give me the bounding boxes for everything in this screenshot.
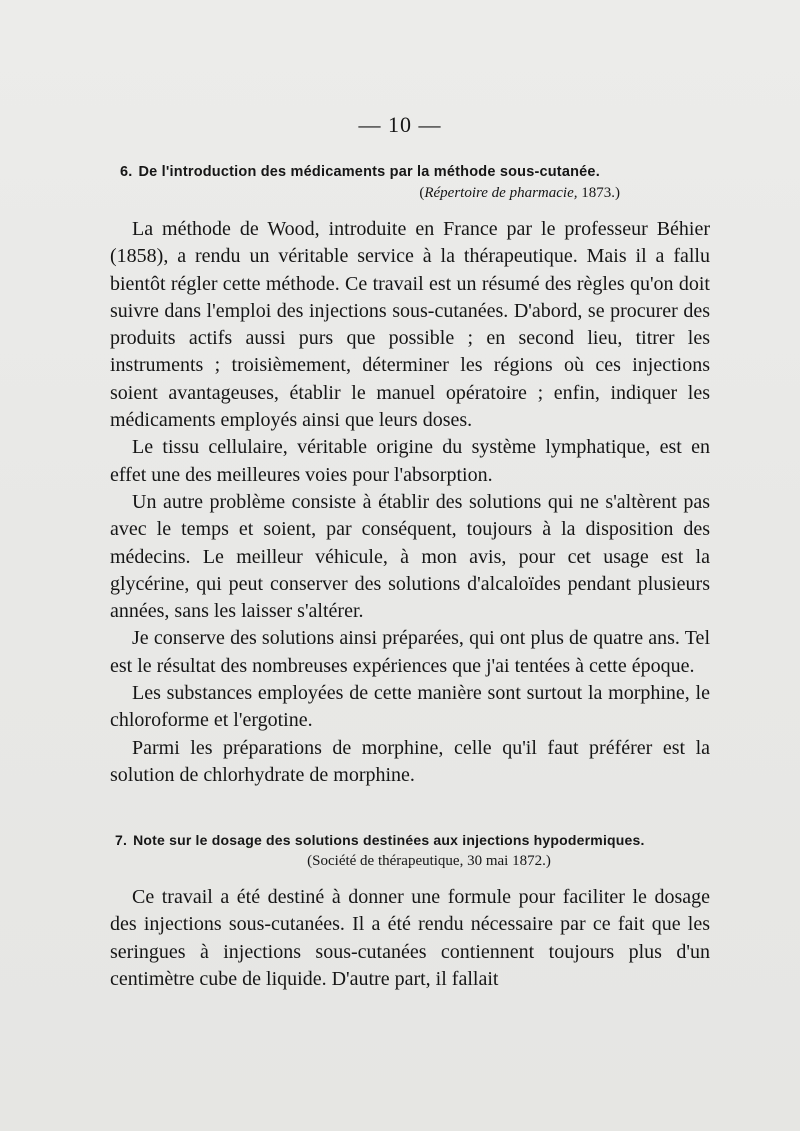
section-6-source: (Répertoire de pharmacie, 1873.) bbox=[419, 185, 620, 201]
paragraph: Un autre problème consiste à établir des solutions qui ne s'altèrent pas avec le temps et soient, par conséquent, toujours à la disposition des médecins. Le meilleur véhicule, à mon avis, pour cet usage est la glycérine, qui peut conserver des solutions d'alcaloïdes pendant plusieurs années, sans les laisser s'altérer. bbox=[110, 490, 710, 623]
section-7-title: Note sur le dosage des solutions destinées aux injections hypodermiques. bbox=[133, 832, 645, 848]
section-6-source-year: 1873. bbox=[581, 185, 615, 201]
paragraph: La méthode de Wood, introduite en France par le professeur Béhier (1858), a rendu un véritable service à la thérapeutique. Mais il a fallu bientôt régler cette méthode. Ce travail est un résumé des règles qu'on doit suivre dans l'emploi des injections sous-cutanées. D'abord, se procurer des produits actifs aussi purs que possible ; en second lieu, titrer les instruments ; troisièmement, déterminer les régions où ces injections soient avantageuses, établir le manuel opératoire ; enfin, indiquer les médicaments employés ainsi que leurs doses. bbox=[110, 218, 710, 432]
section-6-source-journal: Répertoire de pharmacie, bbox=[424, 185, 578, 201]
section-6-title-line bbox=[120, 163, 690, 181]
section-7-source-text: Société de thérapeutique, 30 mai 1872. bbox=[312, 853, 546, 869]
paragraph: Le tissu cellulaire, véritable origine du système lymphatique, est en effet une des meilleures voies pour l'absorption. bbox=[110, 436, 710, 486]
section-7-heading bbox=[115, 831, 713, 871]
paragraph: Je conserve des solutions ainsi préparées, qui ont plus de quatre ans. Tel est le résultat des nombreuses expériences que j'ai tentées à cette époque. bbox=[110, 627, 710, 677]
section-6-heading bbox=[120, 163, 690, 203]
page-number: — 10 — bbox=[358, 112, 442, 137]
section-7-number: 7. bbox=[115, 832, 128, 848]
section-7-title-line bbox=[115, 831, 713, 849]
paragraph: Ce travail a été destiné à donner une formule pour faciliter le dosage des injections sous-cutanées. Il a été rendu nécessaire par ce fait que les seringues à injections sous-cutanées contiennent toujours plus d'un centimètre cube de liquide. D'autre part, il fallait bbox=[110, 886, 710, 990]
section-6-number: 6. bbox=[120, 164, 133, 180]
section-7-body bbox=[110, 884, 710, 993]
paragraph: Parmi les préparations de morphine, celle qu'il faut préférer est la solution de chlorhydrate de morphine. bbox=[110, 736, 710, 786]
section-6-title: De l'introduction des médicaments par la méthode sous-cutanée. bbox=[138, 164, 600, 180]
section-6-body bbox=[110, 216, 710, 789]
paragraph: Les substances employées de cette manière sont surtout la morphine, le chloroforme et l'ergotine. bbox=[110, 682, 710, 732]
section-7-source: (Société de thérapeutique, 30 mai 1872.) bbox=[307, 853, 551, 869]
